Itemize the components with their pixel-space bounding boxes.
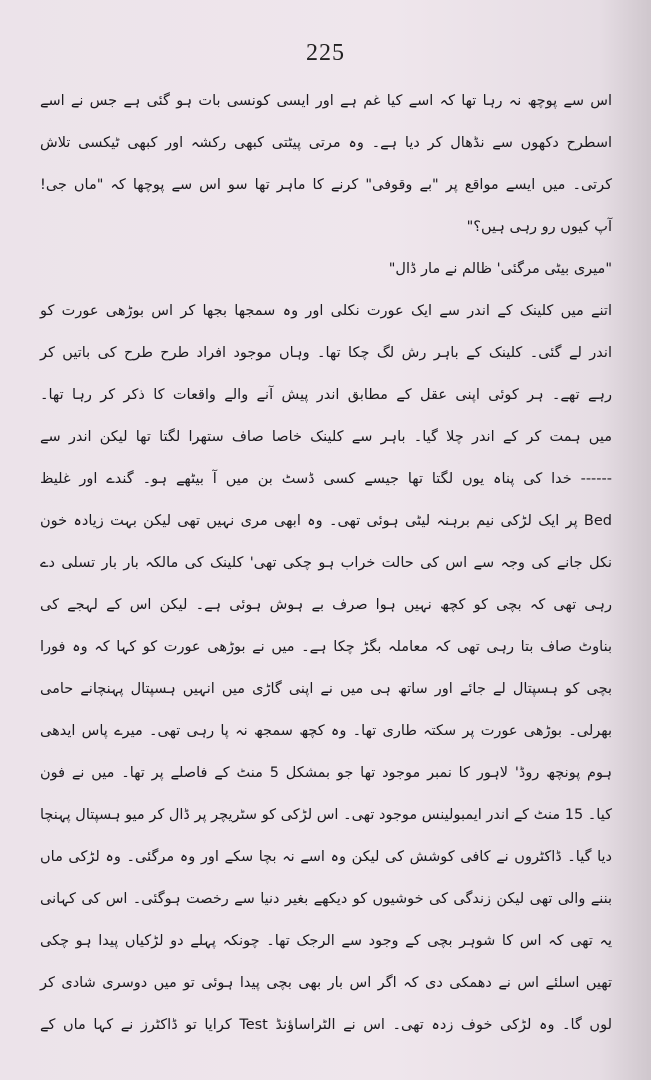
text-line: دیا گیا۔ ڈاکٹروں نے کافی کوشش کی لیکن وہ اسے نہ بچا سکے اور وہ مرگئی۔ وہ لڑکی ماں: [40, 849, 612, 865]
text-line: رہی تھی کہ بچی کو کچھ نہیں ہوا صرف بے ہوش ہوئی ہے۔ لیکن اس کے لہجے کی: [40, 597, 612, 613]
text-line: میں ہمت کر کے اندر چلا گیا۔ باہر سے کلینک خاصا صاف ستھرا لگتا تھا لیکن اندر سے: [40, 429, 612, 445]
text-line: کرتی۔ میں ایسے مواقع پر "بے وقوفی" کرنے کا ماہر تھا سو اس سے پوچھا کہ "ماں جی!: [40, 177, 612, 193]
text-line: بھرلی۔ بوڑھی عورت پر سکتہ طاری تھا۔ وہ کچھ سمجھ نہ پا رہی تھی۔ میرے پاس ایدھی: [40, 723, 612, 739]
text-line: اسطرح دکھوں سے نڈھال کر دیا ہے۔ وہ مرتی پیٹتی کبھی رکشہ اور کبھی ٹیکسی تلاش: [40, 135, 612, 151]
text-line: رہے تھے۔ ہر کوئی اپنی عقل کے مطابق اندر پیش آنے والے واقعات کا ذکر کر رہا تھا۔: [40, 387, 612, 403]
text-line: تھیں اسلئے اس نے دھمکی دی کہ اگر اس بار بھی بچی پیدا ہوئی تو میں دوسری شادی کر: [40, 975, 612, 991]
text-line: بچی کو ہسپتال لے جائے اور ساتھ ہی میں نے اپنی گاڑی میں انہیں ہسپتال پہنچانے حامی: [40, 681, 612, 697]
text-line: نکل جانے کی وجہ سے اس کی حالت خراب ہو چکی تھی' کلینک کی مالکہ بار بار تسلی دے: [40, 555, 612, 571]
text-line: لوں گا۔ وہ لڑکی خوف زدہ تھی۔ اس نے الٹراساؤنڈ Test کرایا تو ڈاکٹرز نے کہا ماں کے: [40, 1017, 612, 1033]
text-line: بننے والی تھی لیکن زندگی کی خوشیوں کو دیکھے بغیر دنیا سے رخصت ہوگئی۔ اس کی کہانی: [40, 891, 612, 907]
text-line: کیا۔ 15 منٹ کے اندر ایمبولینس موجود تھی۔ اس لڑکی کو سٹریچر پر ڈال کر میو ہسپتال پہنچا: [40, 807, 612, 823]
text-line: اس سے پوچھ نہ رہا تھا کہ اسے کیا غم ہے اور ایسی کونسی بات ہو گئی ہے جس نے اسے: [40, 93, 612, 109]
text-line: اتنے میں کلینک کے اندر سے ایک عورت نکلی اور وہ سمجھا بجھا کر اس بوڑھی عورت کو: [40, 303, 612, 319]
text-line: Bed پر ایک لڑکی نیم برہنہ لیٹی ہوئی تھی۔ وہ ابھی مری نہیں تھی لیکن بہت زیادہ خون: [40, 513, 612, 529]
text-line: آپ کیوں رو رہی ہیں؟": [466, 219, 612, 235]
text-line: یہ تھی کہ اس کا شوہر بچی کے وجود سے الرجک تھا۔ چونکہ پہلے دو لڑکیاں پیدا ہو چکی: [40, 933, 612, 949]
body-text: [40, 80, 612, 1046]
page-number: 225: [306, 40, 345, 66]
text-line: ------ خدا کی پناہ یوں لگتا تھا جیسے کسی ڈسٹ بن میں آ بیٹھے ہو۔ گندے اور غلیظ: [40, 471, 612, 487]
text-line: ہوم پونچھ روڈ' لاہور کا نمبر موجود تھا جو بمشکل 5 منٹ کے فاصلے پر تھا۔ میں نے فون: [40, 765, 612, 781]
text-line: "میری بیٹی مرگئی' ظالم نے مار ڈال": [388, 261, 612, 277]
text-line: بناوٹ صاف بتا رہی تھی کہ معاملہ بگڑ چکا ہے۔ میں نے بوڑھی عورت کو کہا کہ وہ فورا: [40, 639, 612, 655]
text-line: اندر لے گئی۔ کلینک کے باہر رش لگ چکا تھا۔ وہاں موجود افراد طرح طرح کی باتیں کر: [40, 345, 612, 361]
